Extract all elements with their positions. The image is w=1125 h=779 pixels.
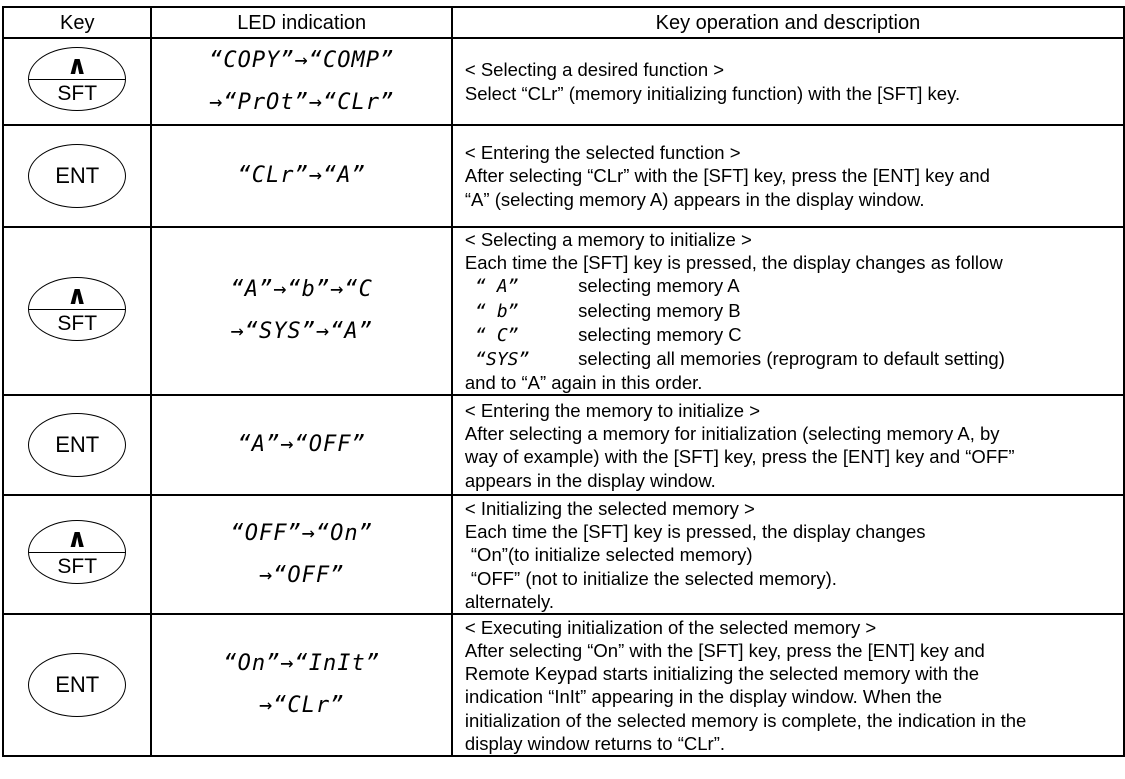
caret-up-icon: ∧ <box>66 523 88 554</box>
description-line: “OFF” (not to initialize the selected memory). <box>470 567 837 589</box>
option-line: “ C” selecting memory C <box>475 323 742 346</box>
step-title: < Entering the selected function > <box>464 142 741 164</box>
table-row <box>3 38 1124 125</box>
step-title: < Entering the memory to initialize > <box>464 400 761 422</box>
description-line: After selecting “On” with the [SFT] key, press the [ENT] key and <box>464 640 985 662</box>
description-line: alternately. <box>464 590 555 612</box>
led-line: →“CLr” <box>258 693 345 719</box>
header-row <box>3 7 1124 38</box>
sft-key-icon <box>28 47 126 111</box>
sft-key-icon <box>28 277 126 341</box>
key-label: SFT <box>57 311 98 335</box>
option-line: “SYS” selecting all memories (reprogram to default setting) <box>475 348 1005 371</box>
option-line: “ A” selecting memory A <box>475 275 740 298</box>
description-line: Each time the [SFT] key is pressed, the display changes as follow <box>464 252 1003 274</box>
led-line: “OFF”→“On” <box>230 520 373 546</box>
key-cell <box>3 227 151 395</box>
key-label: SFT <box>57 82 98 105</box>
led-line: →“SYS”→“A” <box>230 319 373 345</box>
page-top-cutoff <box>0 0 40 3</box>
led-line: →“OFF” <box>258 562 345 588</box>
header-key: Key <box>3 7 151 38</box>
led-line: “On”→“InIt” <box>223 651 381 677</box>
description-cell <box>452 395 1124 495</box>
description-line: and to “A” again in this order. <box>464 372 703 394</box>
description-cell <box>452 227 1124 395</box>
description-cell <box>452 125 1124 227</box>
key-cell <box>3 614 151 756</box>
table-row <box>3 395 1124 495</box>
key-cell <box>3 38 151 125</box>
ent-key-icon: ENT <box>28 413 126 477</box>
led-line: “COPY”→“COMP” <box>209 47 395 73</box>
description-line: initialization of the selected memory is complete, the indication in the <box>464 709 1027 731</box>
description-cell <box>452 495 1124 614</box>
led-line: “A”→“b”→“C <box>230 277 373 303</box>
key-operation-table <box>2 6 1125 757</box>
description-line: “On”(to initialize selected memory) <box>470 544 753 566</box>
key-cell <box>3 495 151 614</box>
ent-key-icon: ENT <box>28 653 126 717</box>
description-line: “A” (selecting memory A) appears in the display window. <box>464 188 925 210</box>
led-cell <box>151 495 451 614</box>
description-cell <box>452 38 1124 125</box>
led-cell <box>151 227 451 395</box>
header-led-indication: LED indication <box>151 7 451 38</box>
step-title: < Selecting a desired function > <box>464 59 725 81</box>
description-line: appears in the display window. <box>464 469 716 491</box>
step-title: < Executing initialization of the selected memory > <box>464 616 877 638</box>
led-cell <box>151 395 451 495</box>
table-row <box>3 227 1124 395</box>
step-title: < Initializing the selected memory > <box>464 497 755 519</box>
led-line: “CLr”→“A” <box>237 163 366 188</box>
description-line: indication “InIt” appearing in the display window. When the <box>464 686 943 708</box>
description-line: Each time the [SFT] key is pressed, the display changes <box>464 521 926 543</box>
description-line: After selecting “CLr” with the [SFT] key, press the [ENT] key and <box>464 165 990 187</box>
caret-up-icon: ∧ <box>66 50 88 80</box>
led-line: →“PrOt”→“CLr” <box>209 89 395 115</box>
header-description: Key operation and description <box>452 7 1124 38</box>
key-cell <box>3 395 151 495</box>
description-line: Select “CLr” (memory initializing function) with the [SFT] key. <box>464 82 961 104</box>
led-cell <box>151 125 451 227</box>
key-cell <box>3 125 151 227</box>
description-line: Remote Keypad starts initializing the selected memory with the <box>464 663 980 685</box>
table-row <box>3 614 1124 756</box>
description-line: After selecting a memory for initialization (selecting memory A, by <box>464 423 1000 445</box>
table-row <box>3 125 1124 227</box>
led-cell <box>151 38 451 125</box>
sft-key-icon <box>28 520 126 584</box>
led-line: “A”→“OFF” <box>237 432 366 458</box>
step-title: < Selecting a memory to initialize > <box>464 229 752 250</box>
description-line: display window returns to “CLr”. <box>464 732 726 754</box>
ent-key-icon: ENT <box>28 144 126 208</box>
caret-up-icon: ∧ <box>66 279 88 310</box>
led-cell <box>151 614 451 756</box>
description-cell <box>452 614 1124 756</box>
table-row <box>3 495 1124 614</box>
description-line: way of example) with the [SFT] key, press the [ENT] key and “OFF” <box>464 446 1015 468</box>
key-label: SFT <box>57 555 98 579</box>
option-line: “ b” selecting memory B <box>475 299 741 322</box>
